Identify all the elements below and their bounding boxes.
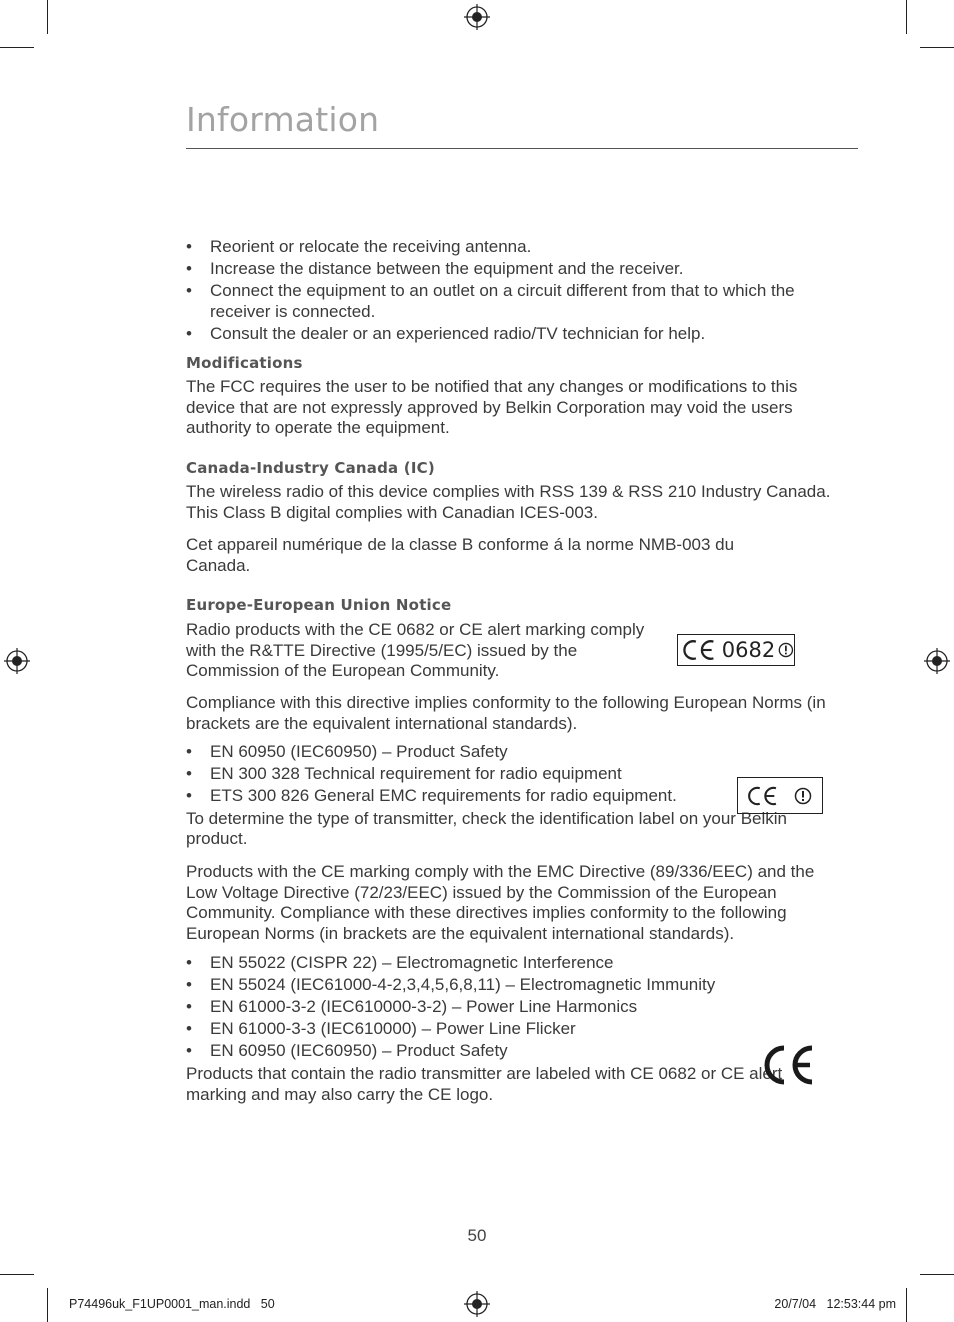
page-number: 50 bbox=[467, 1226, 487, 1245]
europe-heading: Europe-European Union Notice bbox=[186, 596, 452, 615]
determine-text: To determine the type of transmitter, check the identification label on your Belkin product. bbox=[186, 808, 787, 849]
list-item: • Connect the equipment to an outlet on a circuit different from that to which the receiver is connected. bbox=[186, 280, 795, 321]
list-item: • Reorient or relocate the receiving antenna. bbox=[186, 237, 532, 256]
alert-icon bbox=[794, 787, 812, 805]
list-item: • ETS 300 826 General EMC requirements for radio equipment. bbox=[186, 786, 677, 806]
crop-mark bbox=[906, 1288, 907, 1322]
europe-compliance: Compliance with this directive implies conformity to the following European Norms (in brackets are the equivalent international standards). bbox=[186, 693, 826, 733]
ce-logo-icon bbox=[761, 1043, 815, 1087]
registration-mark-icon bbox=[464, 1291, 490, 1317]
ce-alert-mark-icon bbox=[737, 777, 823, 814]
main-content bbox=[186, 237, 836, 1105]
ce-logo-small-icon bbox=[681, 637, 718, 663]
list-item: • EN 60950 (IEC60950) – Product Safety bbox=[186, 1041, 508, 1061]
canada-text-french: Cet appareil numérique de la classe B conforme á la norme NMB-003 du Canada. bbox=[186, 535, 735, 575]
modifications-text: The FCC requires the user to be notified that any changes or modifications to this device that are not expressly approved by Belkin Corporation may void the users authority to operate the equipment. bbox=[186, 377, 798, 438]
crop-mark bbox=[0, 1274, 34, 1275]
list-item: • EN 55024 (IEC61000-4-2,3,4,5,6,8,11) – Electromagnetic Immunity bbox=[186, 975, 716, 995]
footer-file-info: P74496uk_F1UP0001_man.indd 50 bbox=[69, 1297, 275, 1311]
list-item: • EN 300 328 Technical requirement for radio equipment bbox=[186, 764, 622, 784]
ce-0682-alert-mark-icon bbox=[677, 634, 795, 666]
canada-text: The wireless radio of this device complies with RSS 139 & RSS 210 Industry Canada. This Class B digital complies with Canadian ICES-003. bbox=[186, 481, 831, 522]
list-item: • Consult the dealer or an experienced radio/TV technician for help. bbox=[186, 323, 706, 343]
crop-mark bbox=[906, 0, 907, 34]
interference-list bbox=[186, 237, 836, 344]
emc-text: Products with the CE marking comply with the EMC Directive (89/336/EEC) and the Low Voltage Directive (72/23/EEC) issued by the Commission of the European Community. Compliance with these directives implies conformity to the following European Norms (in brackets are the equivalent international standards). bbox=[186, 862, 815, 943]
title-divider bbox=[186, 148, 858, 149]
footer-timestamp: 20/7/04 12:53:44 pm bbox=[774, 1297, 896, 1311]
list-item: • EN 61000-3-2 (IEC610000-3-2) – Power Line Harmonics bbox=[186, 997, 638, 1017]
list-item: • EN 61000-3-3 (IEC610000) – Power Line Flicker bbox=[186, 1019, 576, 1039]
crop-mark bbox=[920, 47, 954, 48]
canada-heading: Canada-Industry Canada (IC) bbox=[186, 458, 435, 477]
list-item: • EN 60950 (IEC60950) – Product Safety bbox=[186, 742, 508, 762]
emc-norms-list bbox=[186, 953, 836, 1062]
registration-mark-icon bbox=[4, 648, 30, 674]
registration-mark-icon bbox=[464, 4, 490, 30]
list-item: • EN 55022 (CISPR 22) – Electromagnetic Interference bbox=[186, 953, 614, 973]
crop-mark bbox=[47, 1288, 48, 1322]
crop-mark bbox=[920, 1274, 954, 1275]
registration-mark-icon bbox=[924, 648, 950, 674]
crop-mark bbox=[47, 0, 48, 34]
europe-intro: Radio products with the CE 0682 or CE alert marking comply with the R&TTE Directive (1995/5/EC) issued by the Commission of the European Community. bbox=[186, 620, 645, 681]
page-title: Information bbox=[186, 100, 380, 139]
ce-notified-body-number: 0682 bbox=[721, 638, 776, 662]
modifications-heading: Modifications bbox=[186, 354, 303, 373]
ce-logo-small-icon bbox=[746, 783, 780, 809]
crop-mark bbox=[0, 47, 34, 48]
list-item: • Increase the distance between the equipment and the receiver. bbox=[186, 258, 684, 278]
closing-text: Products that contain the radio transmitter are labeled with CE 0682 or CE alert marking and may also carry the CE logo. bbox=[186, 1063, 783, 1104]
alert-icon bbox=[778, 641, 794, 659]
